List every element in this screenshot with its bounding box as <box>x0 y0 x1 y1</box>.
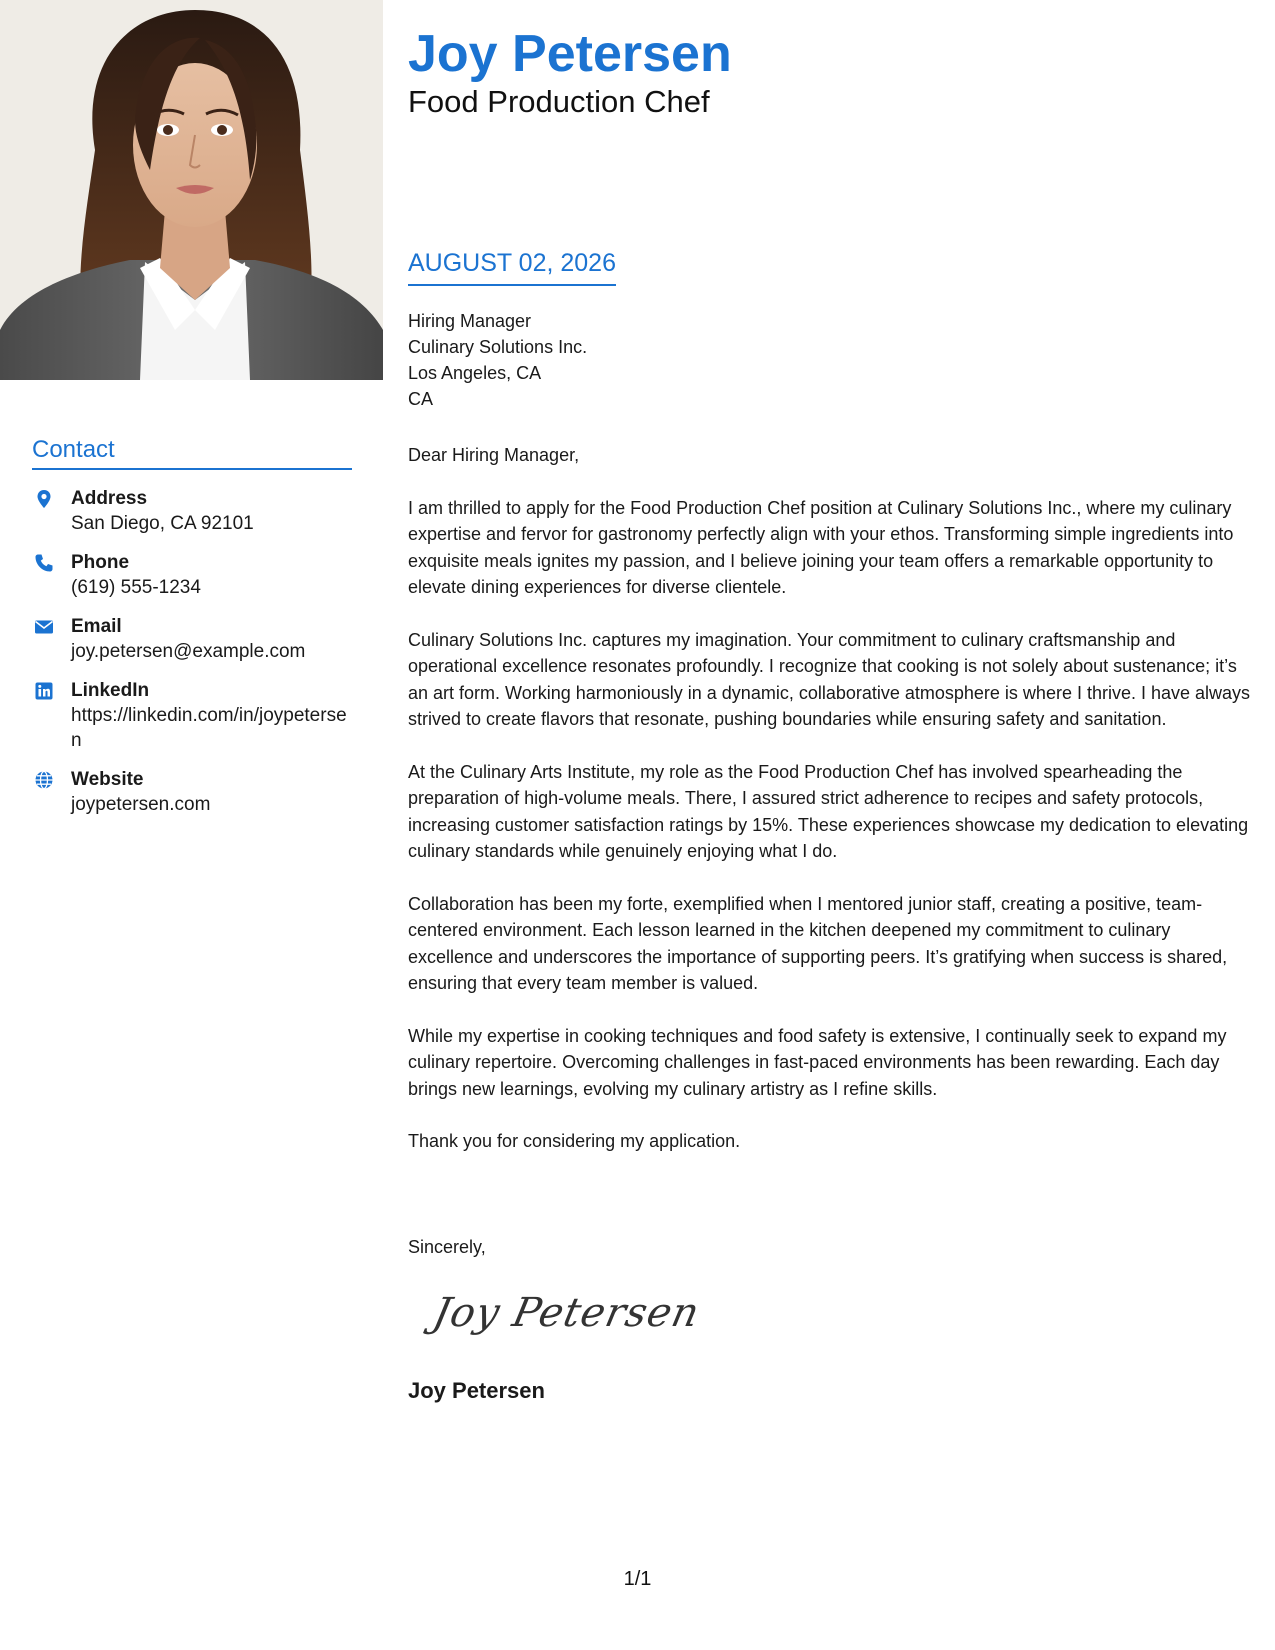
body-paragraph: Thank you for considering my application. <box>408 1131 741 1151</box>
signer-name: Joy Petersen <box>408 1378 545 1403</box>
map-pin-icon <box>34 489 54 509</box>
address-value: San Diego, CA 92101 <box>71 513 254 534</box>
website-label: Website <box>71 769 144 790</box>
contact-linkedin <box>32 678 352 753</box>
email-label: Email <box>71 616 122 637</box>
contact-website <box>32 767 352 817</box>
recipient-line: CA <box>408 389 434 409</box>
website-link[interactable]: joypetersen.com <box>71 794 211 815</box>
phone-icon <box>34 553 54 573</box>
handwritten-signature: Joy Petersen <box>429 1290 704 1336</box>
salutation: Dear Hiring Manager, <box>408 445 580 465</box>
body-paragraph: At the Culinary Arts Institute, my role as the Food Production Chef has involved spearheading the preparation of high-volume meals. There, I assured strict adherence to recipes and safety protocols, increasing customer satisfaction ratings by 15%. These experiences showcase my dedication to elevating culinary standards while genuinely enjoying what I do. <box>408 761 1249 861</box>
linkedin-label: LinkedIn <box>71 680 150 701</box>
body-paragraph: I am thrilled to apply for the Food Production Chef position at Culinary Solutions Inc., where my culinary expertise and fervor for gastronomy perfectly align with your ethos. Transforming simple ingredients into exquisite meals ignites my passion, and I believe joining your team offers a remarkable opportunity to elevate dining experiences for diverse clientele. <box>408 497 1234 597</box>
contact-phone <box>32 550 352 600</box>
body-paragraph: Culinary Solutions Inc. captures my imagination. Your commitment to culinary craftsmanship and operational excellence resonates profoundly. I recognize that cooking is not solely about sustenance; it’s an art form. Working harmoniously in a dynamic, collaborative atmosphere is where I thrive. I have always strived to create flavors that resonate, pushing boundaries while ensuring safety and sanitation. <box>408 629 1251 729</box>
profile-photo <box>0 0 383 380</box>
email-link[interactable]: joy.petersen@example.com <box>71 641 306 662</box>
contact-sidebar <box>32 436 352 817</box>
letter-date: AUGUST 02, 2026 <box>408 248 616 286</box>
recipient-line: Culinary Solutions Inc. <box>408 337 588 357</box>
linkedin-link[interactable]: https://linkedin.com/in/joypetersen <box>71 705 347 751</box>
contact-address <box>32 486 352 536</box>
applicant-name: Joy Petersen <box>408 25 732 83</box>
applicant-job-title: Food Production Chef <box>408 84 710 119</box>
body-paragraph: While my expertise in cooking techniques and food safety is extensive, I continually seek to expand my culinary repertoire. Overcoming challenges in fast-paced environments has been rewarding. Each day brings new learnings, evolving my culinary artistry as I refine skills. <box>408 1025 1227 1099</box>
page-number: 1/1 <box>623 1568 652 1590</box>
contact-heading: Contact <box>32 436 352 470</box>
envelope-icon <box>34 617 54 637</box>
recipient-line: Hiring Manager <box>408 311 532 331</box>
letter-body <box>408 442 1258 1181</box>
phone-value[interactable]: (619) 555-1234 <box>71 577 201 598</box>
closing: Sincerely, <box>408 1237 486 1257</box>
recipient-line: Los Angeles, CA <box>408 363 542 383</box>
contact-email <box>32 614 352 664</box>
body-paragraph: Collaboration has been my forte, exemplified when I mentored junior staff, creating a positive, team-centered environment. Each lesson learned in the kitchen deepened my commitment to culinary excellence and underscores the importance of supporting peers. It’s gratifying when success is shared, ensuring that every team member is valued. <box>408 893 1228 993</box>
address-label: Address <box>71 488 148 509</box>
linkedin-icon <box>34 681 54 701</box>
phone-label: Phone <box>71 552 130 573</box>
globe-icon <box>34 770 54 790</box>
recipient-block <box>408 308 587 412</box>
